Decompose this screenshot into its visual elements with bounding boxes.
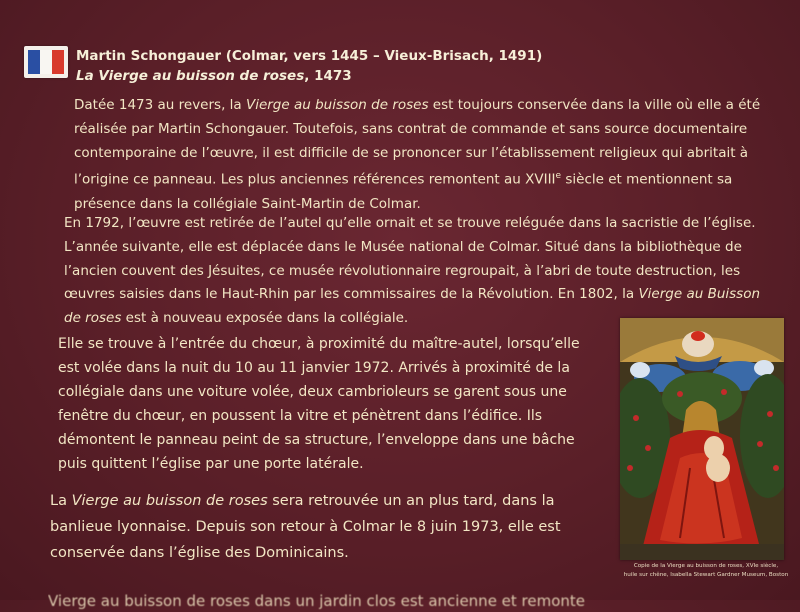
painting-caption bbox=[616, 562, 796, 580]
work-title: La Vierge au buisson de roses bbox=[76, 68, 305, 84]
paragraph-recovery bbox=[50, 488, 610, 566]
cropped-next-paragraph bbox=[48, 588, 788, 612]
french-flag-icon bbox=[24, 46, 68, 78]
p2-italic-title: Vierge au Buisson de roses bbox=[64, 286, 761, 327]
artist-line: Martin Schongauer (Colmar, vers 1445 – Vieux-Brisach, 1491) bbox=[76, 48, 543, 64]
p1-superscript: e bbox=[555, 171, 562, 182]
label-header bbox=[76, 46, 776, 86]
paragraph-revolution bbox=[64, 212, 780, 331]
paragraph-theft: Elle se trouve à l’entrée du chœur, à proximité du maître-autel, lorsqu’elle est volée dans la nuit du 10 au 11 janvier 1972. Arrivés à proximité de la collégiale dans une voiture volée, deux cambrioleurs se garent sous une fenêtre du chœur, en poussent la vitre et pénètrent dans l’édifice. Ils démontent le panneau peint de sa structure, l’enveloppe dans une bâche puis quittent l’église par une porte latérale. bbox=[58, 336, 580, 472]
p1-text-c: est toujours conservée dans la ville où elle a été réalisée par Martin Schongauer. Toutefois, sans contrat de commande et sans source documentaire contemporaine de l’œuvre, il est difficile de se prononcer sur l’établissement religieux qui abritait à l’origine ce panneau. Les plus anciennes références remontent au XVIII bbox=[74, 97, 761, 188]
p1-italic-title: Vierge au buisson de roses bbox=[245, 97, 429, 113]
p1-text-a: Datée 1473 au revers, la bbox=[74, 97, 246, 113]
p2-text-a: En 1792, l’œuvre est retirée de l’autel qu’elle ornait et se trouve reléguée dans la sacristie de l’église. L’année suivante, elle est déplacée dans le Musée national de Colmar. Situé dans la bibliothèque de l’ancien couvent des Jésuites, ce musée révolutionnaire regroupait, à l’abri de toute destruction, les œuvres saisies dans le Haut-Rhin par les commissaires de la Révolution. En 1802, la bbox=[64, 215, 756, 303]
flag-blue-band bbox=[28, 50, 40, 74]
p4-italic-title: Vierge au buisson de roses bbox=[71, 493, 268, 509]
p4-text-a: La bbox=[50, 493, 72, 509]
painting-illustration bbox=[620, 318, 784, 560]
cropped-text: Vierge au buisson de roses dans un jardin clos est ancienne et remonte bbox=[48, 592, 586, 610]
work-title-line bbox=[76, 66, 776, 86]
madonna-rose-bush-painting bbox=[620, 318, 784, 560]
flag-white-band bbox=[40, 50, 52, 74]
work-year: , 1473 bbox=[304, 68, 352, 84]
p4-text-c: sera retrouvée un an plus tard, dans la banlieue lyonnaise. Depuis son retour à Colmar le 8 juin 1973, elle est conservée dans l’église des Dominicains. bbox=[50, 493, 561, 561]
p2-text-c: est à nouveau exposée dans la collégiale. bbox=[121, 310, 409, 327]
p1-text-d: siècle et mentionnent sa présence dans la collégiale Saint-Martin de Colmar. bbox=[74, 171, 733, 212]
paragraph-dating bbox=[74, 94, 780, 216]
caption-line-2: huile sur chêne, Isabella Stewart Gardner Museum, Boston bbox=[623, 572, 789, 578]
caption-line-1: Copie de la Vierge au buisson de roses, XVIe siècle, bbox=[633, 563, 779, 569]
flag-red-band bbox=[52, 50, 64, 74]
